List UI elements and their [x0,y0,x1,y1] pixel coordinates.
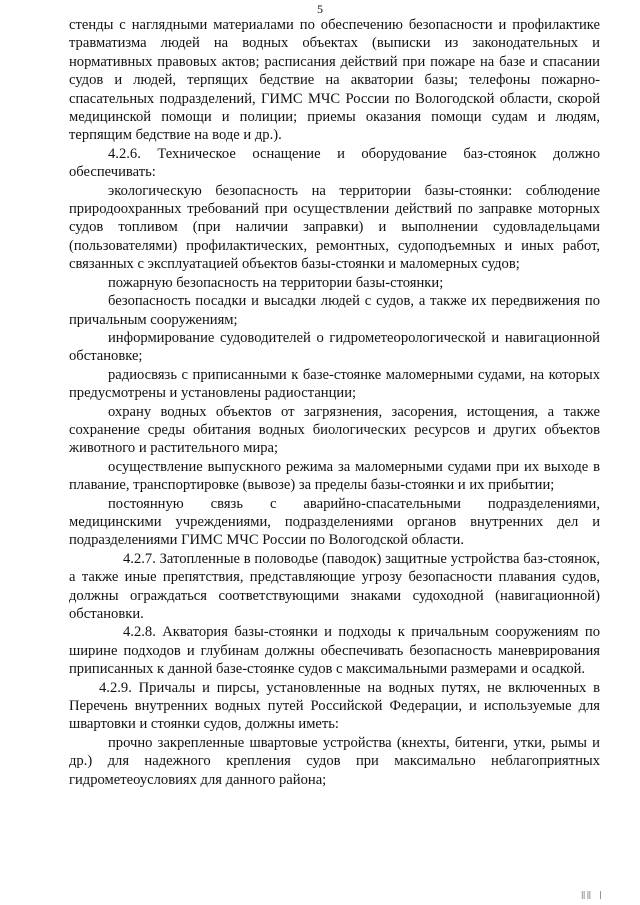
paragraph-informing-drivers: информирование судоводителей о гидрометеорологической и навигационной обстановке; [69,329,600,365]
paragraph-ecological-safety: экологическую безопасность на территории базы-стоянки: соблюдение природоохранных требований при осуществлении действий по заправке моторных судов топливом (при наличии заправки) и выполнении судовладельцами (пользователями) профилактических, ремонтных, судоподъемных и иных работ, связанных с эксплуатацией объектов базы-стоянки и маломерных судов; [69,182,600,273]
document-body [69,16,600,789]
paragraph-4-2-6: 4.2.6. Техническое оснащение и оборудование баз-стоянок должно обеспечивать: [69,145,600,181]
paragraph-mooring-devices: прочно закрепленные швартовые устройства (кнехты, битенги, утки, рымы и др.) для надежного крепления судов при максимально неблагоприятных гидрометеоусловиях для данного района; [69,734,600,788]
paragraph-radio-communication: радиосвязь с приписанными к базе-стоянке маломерными судами, на которых предусмотрены и установлены радиостанции; [69,366,600,402]
paragraph-release-regime: осуществление выпускного режима за маломерными судами при их выходе в плавание, транспортировке (вывозе) за пределы базы-стоянки и их прибытии; [69,458,600,494]
scan-mark: ‖‖ | [580,890,604,899]
paragraph-stands: стенды с наглядными материалами по обеспечению безопасности и профилактике травматизма людей на водных объектах (выписки из законодательных и нормативных правовых актов; расписания действий при пожаре на базе и спасании судов и людей, терпящих бедствие на акватории базы; телефоны пожарно-спасательных подразделений, ГИМС МЧС России по Вологодской области, скорой медицинской помощи и полиции; приемы оказания помощи судам и людям, терпящим бедствие на воде и др.). [69,17,600,144]
paragraph-4-2-8: 4.2.8. Акватория базы-стоянки и подходы к причальным сооружениям по ширине подходов и глубинам должны обеспечивать безопасность маневрирования приписанных к данной базе-стоянке судов с максимальными размерами и осадкой. [69,624,600,678]
paragraph-4-2-7: 4.2.7. Затопленные в половодье (паводок) защитные устройства баз-стоянок, а также иные препятствия, представляющие угрозу безопасности плавания судов, должны ограждаться соответствующими знаками судоходной (навигационной) обстановки. [69,550,600,622]
page-number: 5 [317,2,323,16]
paragraph-fire-safety: пожарную безопасность на территории базы-стоянки; [108,274,444,291]
paragraph-water-protection: охрану водных объектов от загрязнения, засорения, истощения, а также сохранение среды обитания водных биологических ресурсов и других объектов животного и растительного мира; [69,403,600,457]
paragraph-boarding-safety: безопасность посадки и высадки людей с судов, а также их передвижения по причальным сооружениям; [69,293,600,328]
paragraph-permanent-communication: постоянную связь с аварийно-спасательными подразделениями, медицинскими учреждениями, подразделениями органов внутренних дел и подразделениями ГИМС МЧС России по Вологодской области. [69,495,600,549]
paragraph-4-2-9: 4.2.9. Причалы и пирсы, установленные на водных путях, не включенных в Перечень внутренних водных путей Российской Федерации, и используемые для швартовки и стоянки судов, должны иметь: [69,679,600,733]
